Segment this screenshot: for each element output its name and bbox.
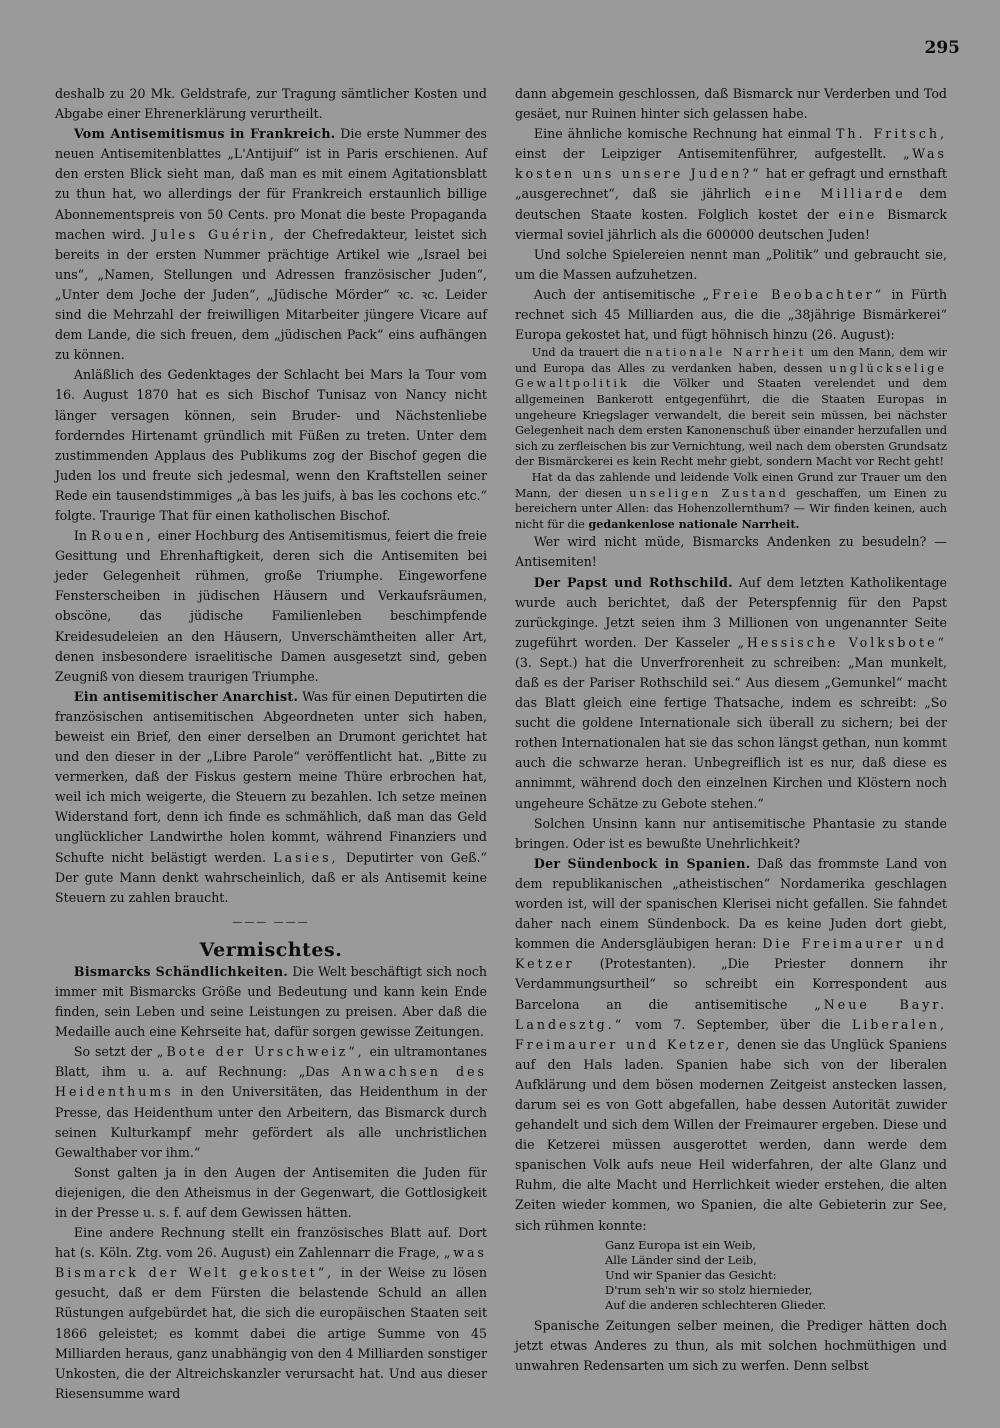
text: vom 7. September, über die [635,1016,841,1032]
text: geschaffen, um Einen zu bereichern unter Allen: das Hohenzollernthum? — Wir finden keinen, auch nicht für die [515,486,947,531]
text: hat er gefragt und ernsthaft „ausgerechnet“, daß sie jährlich [515,166,947,202]
paragraph [55,1042,487,1163]
article-paragraph [515,573,947,814]
left-column [55,84,487,1404]
verse-line: Ganz Europa ist ein Weib, [605,1237,757,1252]
spaced-name: „Hessische Volksbote“ [737,634,947,650]
text: Und da trauert die [531,346,641,360]
quote-paragraph [515,470,947,532]
spaced-name: „Freie Beobachter“ [702,286,885,302]
paragraph: Und solche Spielereien nennt man „Politik“ und gebraucht sie, um die Massen aufzuhetzen. [515,246,947,282]
article-heading: Ein antisemitischer Anarchist. [73,688,299,704]
quotation-block [515,345,947,532]
paragraph [55,526,487,687]
verse [515,1238,947,1314]
text: um den Mann, dem wir und Europa das Alles zu verdanken haben, dessen [515,346,947,375]
text: Eine andere Rechnung stellt ein französisches Blatt auf. Dort hat (s. Köln. Ztg. vom 26. August) ein Zahlennarr die Frage, [55,1225,487,1261]
section-title: Vermischtes. [199,938,343,961]
text: einst der Leipziger Antisemitenführer, aufgestellt. [515,146,887,162]
spaced-name: Th. Fritsch, [835,126,947,142]
spaced-name: Lasies, [273,849,339,865]
text: in der Weise zu lösen gesucht, daß er dem Fürsten die belastende Schuld an allen Rüstungen aufgebürdet hat, die sich die europäischen Staaten seit 1866 geleistet; es kommt dabei die artige Summe von 45 Milliarden heraus, ganz unabhängig von den 4 Milliarden sonstiger Unkosten, die der Altreichskanzler verursacht hat. Und aus dieser Riesensumme ward [55,1265,487,1401]
bold-text: gedankenlose nationale Narrheit. [588,516,800,531]
text: Eine ähnliche komische Rechnung hat einmal [533,126,831,142]
spaced-text: unseligen Zustand [629,486,789,500]
spaced-text: „was Bismarck der Welt gekostet“, [55,1245,487,1281]
paragraph: Anläßlich des Gedenktages der Schlacht bei Mars la Tour vom 16. August 1870 hat es sich Bischof Tunisaz von Nancy nicht länger versagen können, sein Bruder- und Nächstenliebe forderndes Hirtenamt gründlich mit Füßen zu treten. Unter dem zustimmenden Applaus des Publikums zog der Bischof gegen die Juden los und freute sich jedesmal, wenn den Kraftstellen seiner Rede ein tausendstimmiges „à bas les juifs, à bas les cochons etc.“ folgte. Traurige That für einen katholischen Bischof. [55,367,487,523]
text: Auch der antisemitische [533,286,696,302]
text: Deputirter von Geß.“ Der gute Mann denkt wahrscheinlich, daß er als Antisemit keine Steuern zu zahlen braucht. [55,849,487,905]
text: ein ultramontanes Blatt, ihm u. a. auf Rechnung: „Das [55,1044,487,1080]
spaced-text: nationale Narrheit [645,346,806,360]
article-paragraph [55,962,487,1042]
text: (3. Sept.) hat die Unverfrorenheit zu schreiben: „Man munkelt, daß es der Pariser Rothschild sei.“ Aus diesem „Gemunkel“ macht das Blatt gleich eine fertige Thatsache, indem es schreibt: „So sucht die goldene Internationale sich überall zu sichern; bei der rothen Internationalen hat sie das schon längst gethan, nun kommt auch die schwarze heran. Unbegreiflich ist es nur, daß diese es annimmt, während doch den einzelnen Kirchen und Klöstern noch ungeheure Schätze zu Gebote stehen.“ [515,654,947,811]
text: dem deutschen Staate kosten. Folglich kostet der [515,186,948,222]
verse-line: Alle Länder sind der Leib, [605,1252,757,1267]
paragraph: Sonst galten ja in den Augen der Antisemiten die Juden für diejenigen, die den Atheismus in der Gegenwart, die Gottlosigkeit in der Presse u. s. f. auf dem Gewissen hätten. [55,1164,487,1220]
article-heading: Der Sündenbock in Spanien. [533,855,751,871]
text: In [73,528,87,544]
spaced-text: „Was kosten uns unsere Juden?“ [515,146,947,182]
spaced-name: „Bote der Urschweiz“, [156,1044,365,1060]
spaced-text: Die Freimaurer und Ketzer [515,936,947,972]
text: einer Hochburg des Antisemitismus, feiert die freie Gesittung und Ehrenhaftigkeit, deren sich die Antisemiten bei jeder Gelegenheit rühmen, große Triumphe. Eingeworfene Fensterscheiben in jüdischen Häusern und Verkaufsräumen, obscöne, das jüdische Familienleben beschimpfende Kreidesudeleien an den Häusern, Unverschämtheiten aller Art, denen insbesondere israelitische Damen ausgesetzt sind, geben Zeugniß von diesem traurigen Triumphe. [55,528,487,684]
paragraph [55,1223,487,1404]
article-paragraph [55,124,487,365]
text: Die Welt beschäftigt sich noch immer mit Bismarcks Größe und Bedeutung und kann kein Ende finden, sein Leben und seine Leistungen zu preisen. Aber daß die Medaille auch eine Kehrseite hat, dafür sorgen gewisse Zeitungen. [55,963,487,1040]
text: in den Universitäten, das Heidenthum in der Presse, das Heidenthum unter den Arbeitern, das Bismarck durch seinen Kulturkampf mehr gefördert als alle unchristlichen Gewalthaber vor ihm.“ [55,1084,487,1160]
right-column [515,84,947,1376]
paragraph: Solchen Unsinn kann nur antisemitische Phantasie zu stande bringen. Oder ist es bewußte Unehrlichkeit? [515,815,947,851]
verse-line: Und wir Spanier das Gesicht: [605,1268,777,1283]
text: denen sie das Unglück Spaniens auf den Hals laden. Spanien habe sich von der liberalen Aufklärung und dem bösen modernen Zeitgeist anstecken lassen, darum sei es von Gott abgefallen, habe dessen Autorität zuwider gehandelt und sich dem Willen der Freimaurer ergeben. Diese und die Ketzerei müssen ausgerottet werden, dann werde dem spanischen Volk aufs neue Heil widerfahren, der alte Glanz und Ruhm, die alte Macht und Herrlichkeit wieder erstehen, die alten Zeiten wieder kommen, wo Spanien, die alte Gebieterin zur See, sich rühmen konnte: [515,1036,947,1233]
spaced-text: Liberalen, Freimaurer und Ketzer, [515,1016,947,1052]
article-paragraph [55,687,487,908]
quote-paragraph [515,345,947,470]
spaced-name: „Neue Bayr. Landesztg.“ [515,996,947,1032]
text: Daß das frommste Land von dem republikanischen „atheistischen“ Nordamerika geschlagen worden ist, will der spanischen Klerisei nicht gefallen. Sie fahndet daher nach einem Sündenbock. Da es keine Juden dort giebt, kommen die Andersgläubigen heran: [515,855,947,952]
text: Die erste Nummer des neuen Antisemitenblattes „L'Antijuif“ ist in Paris erschienen. Auf den ersten Blick sieht man, daß man es mit einem Agitationsblatt zu thun hat, wo allerdings der für Frankreich erstaunlich billige Abonnementspreis von 50 Cents. pro Monat die beste Propaganda machen wird. [55,126,487,242]
article-heading: Bismarcks Schändlichkeiten. [73,963,289,979]
paragraph: deshalb zu 20 Mk. Geldstrafe, zur Tragung sämtlicher Kosten und Abgabe einer Ehrenerklärung verurtheilt. [55,86,487,122]
spaced-name: Rouen, [91,528,154,544]
article-heading: Vom Antisemitismus in Frankreich. [73,126,336,142]
verse-line: Auf die anderen schlechteren Glieder. [605,1298,827,1313]
spaced-text: unglückselige Gewaltpolitik [515,361,947,391]
spaced-text: eine [838,206,878,222]
verse-line: D'rum seh'n wir so stolz hiernieder, [605,1283,813,1298]
text: Bismarck viermal soviel jährlich als die 600000 deutschen Juden! [515,206,947,242]
spaced-text: Anwachsen des Heidenthums [55,1064,487,1100]
divider: ——— ——— [232,916,310,928]
text: in Fürth rechnet sich 45 Milliarden aus, die die „38jährige Bismärkerei“ Europa gekostet hat, und fügt höhnisch hinzu (26. August): [515,286,947,343]
paragraph: Spanische Zeitungen selber meinen, die Prediger hätten doch jetzt etwas Anderes zu thun, als mit solchen hochmüthigen und unwahren Redensarten um sich zu werfen. Denn selbst [515,1317,947,1373]
spaced-name: Jules Guérin, [151,226,277,242]
article-heading: Der Papst und Rothschild. [533,574,733,590]
text: Was für einen Deputirten die französischen antisemitischen Abgeordneten unter sich haben, beweist ein Brief, den einer derselben an Drumont gerichtet hat und den dieser in der „Libre Parole“ veröffentlicht hat. „Bitte zu vermerken, daß der Fiskus gestern meine Thüre erbrochen hat, weil ich mich weigerte, die Steuern zu bezahlen. Ich setze meinen Widerstand fort, denn ich finde es schmählich, daß man das Geld unglücklicher Landwirthe holen kommt, während Finanziers und Schufte nicht belästigt werden. [55,688,487,865]
paragraph [515,285,947,345]
article-paragraph [515,854,947,1236]
paragraph [515,124,947,245]
paragraph: Wer wird nicht müde, Bismarcks Andenken zu besudeln? — Antisemiten! [515,534,947,570]
text: der Chefredakteur, leistet sich bereits in der ersten Nummer prächtige Artikel wie „Israel bei uns“, „Namen, Stellungen und Adressen französischer Juden“, „Unter dem Joche der Juden“, „Jüdische Mörder“ ꝛc. ꝛc. Leider sind die Mehrzahl der freiwilligen Mitarbeiter jüngere Vicare auf dem Lande, die sich freuen, dem „jüdischen Pack“ eins aufhängen zu können. [55,226,487,363]
text: Hat da das zahlende und leidende Volk einen Grund zur Trauer um den Mann, der diesen [515,470,947,500]
text: die Völker und Staaten verelendet und dem allgemeinen Bankerott entgegenführt, die die Staaten Europas in ungeheure Kriegslager verwandelt, die bereit sein müssen, bei nächster Gelegenheit nach dem ersten Kanonenschuß über einander herzufallen und sich zu zerfleischen bis zur Vernichtung, weil nach dem obersten Grundsatz der Bismärckerei es kein Recht mehr giebt, sondern Macht vor Recht geht! [515,377,948,469]
text: Auf dem letzten Katholikentage wurde auch berichtet, daß der Peterspfennig für den Papst zurückginge. Jetzt seien ihm 3 Millionen von ungenannter Seite zugeführt worden. Der Kasseler [515,574,948,650]
text: (Protestanten). „Die Priester donnern ihr Verdammungsurtheil“ so schreibt ein Korrespondent aus Barcelona an die antisemitische [515,956,947,1012]
text: So setzt der [73,1044,153,1060]
paragraph: dann abgemein geschlossen, daß Bismarck nur Verderben und Tod gesäet, nur Ruinen hinter sich gelassen habe. [515,86,947,122]
spaced-text: eine Milliarde [764,186,906,202]
page-number: 295 [924,38,960,58]
